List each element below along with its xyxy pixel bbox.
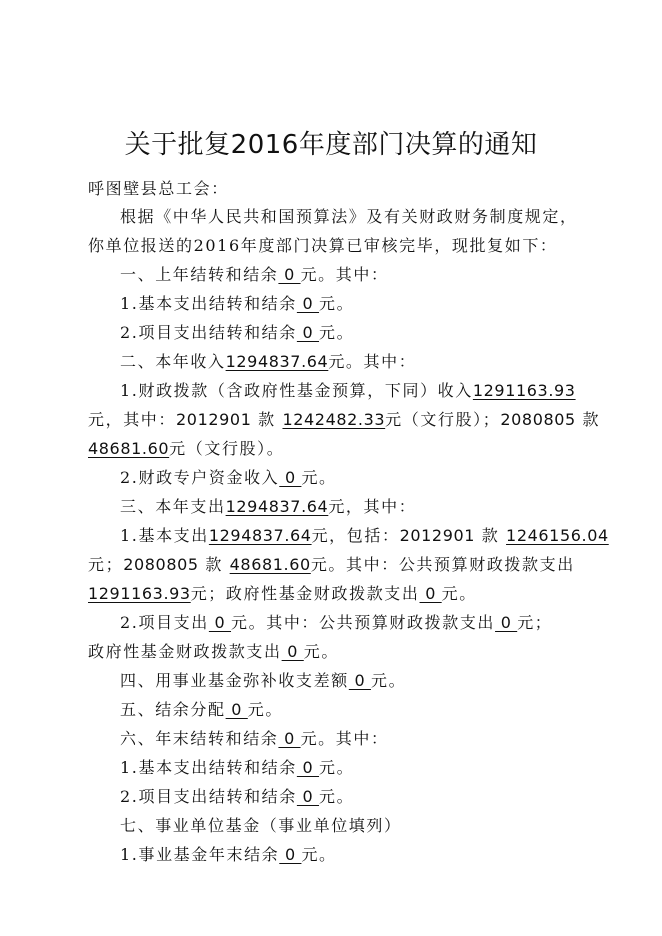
item-value: 1294837.64 bbox=[208, 526, 312, 545]
item-text: 元；政府性基金财政拨款支出 bbox=[190, 584, 420, 603]
section-3-label: 三、本年支出 bbox=[120, 497, 226, 516]
intro-line-1 bbox=[120, 206, 662, 228]
item-code: 2080805 bbox=[123, 555, 199, 574]
section-4 bbox=[120, 670, 662, 692]
item-value: 0 bbox=[279, 468, 302, 487]
item-value: 1291163.93 bbox=[88, 584, 191, 603]
section-2-item-2 bbox=[120, 467, 662, 489]
recipient: 呼图壁县总工会： bbox=[88, 179, 229, 198]
item-value: 0 bbox=[296, 294, 320, 313]
item-label: 1.基本支出结转和结余 bbox=[120, 294, 297, 313]
item-value: 0 bbox=[279, 845, 302, 864]
item-label: 1.事业基金年末结余 bbox=[120, 845, 280, 864]
section-2-item-1-cont-2 bbox=[88, 438, 662, 460]
item-value: 1242482.33 bbox=[282, 410, 386, 429]
item-code: 2012901 bbox=[176, 410, 252, 429]
item-suffix: 元。 bbox=[319, 294, 355, 313]
item-value: 0 bbox=[296, 323, 320, 342]
section-2-suffix: 元。其中： bbox=[328, 352, 417, 371]
section-3-suffix: 元，其中： bbox=[328, 497, 417, 516]
section-6-suffix: 元。其中： bbox=[300, 729, 389, 748]
item-value: 1246156.04 bbox=[506, 526, 609, 545]
item-code: 2012901 bbox=[399, 526, 476, 545]
item-suffix: 元。 bbox=[319, 787, 355, 806]
item-value: 1291163.93 bbox=[472, 381, 576, 400]
section-3-item-1 bbox=[120, 525, 662, 547]
section-4-value: 0 bbox=[348, 671, 371, 690]
item-label: 2.项目支出 bbox=[120, 613, 209, 632]
item-value: 48681.60 bbox=[229, 555, 311, 574]
item-label: 2.项目支出结转和结余 bbox=[120, 323, 297, 342]
item-text: 款 bbox=[582, 410, 601, 429]
section-2-item-1 bbox=[120, 380, 662, 402]
section-6-item-2 bbox=[120, 786, 662, 808]
item-text: 元。其中：公共预算财政拨款支出 bbox=[310, 555, 575, 574]
item-text: 元。其中：公共预算财政拨款支出 bbox=[231, 613, 496, 632]
section-1-item-1 bbox=[120, 293, 662, 315]
section-3-item-2 bbox=[120, 612, 662, 634]
section-5-label: 五、结余分配 bbox=[120, 700, 226, 719]
item-suffix: 元； bbox=[517, 613, 553, 632]
item-value: 0 bbox=[281, 642, 304, 661]
item-value: 0 bbox=[296, 787, 320, 806]
recipient-line bbox=[88, 178, 662, 200]
section-3-item-1-cont bbox=[88, 554, 662, 576]
item-value: 48681.60 bbox=[88, 439, 170, 458]
item-text: 款 bbox=[205, 555, 223, 574]
section-3-value: 1294837.64 bbox=[225, 497, 329, 516]
section-6-label: 六、年末结转和结余 bbox=[120, 729, 279, 748]
section-7 bbox=[120, 815, 662, 837]
item-suffix: 元。 bbox=[301, 468, 337, 487]
item-text: 款 bbox=[258, 410, 276, 429]
item-text: 政府性基金财政拨款支出 bbox=[88, 642, 282, 661]
section-4-suffix: 元。 bbox=[370, 671, 407, 690]
item-text: 款 bbox=[481, 526, 500, 545]
section-5-value: 0 bbox=[225, 700, 248, 719]
item-suffix: 元。 bbox=[319, 758, 355, 777]
document-title: 关于批复2016年度部门决算的通知 bbox=[124, 130, 538, 160]
intro-text-1: 根据《中华人民共和国预算法》及有关财政财务制度规定， bbox=[120, 207, 578, 226]
section-5 bbox=[120, 699, 662, 721]
item-value: 0 bbox=[208, 613, 232, 632]
item-value: 0 bbox=[296, 758, 320, 777]
section-1-value: 0 bbox=[278, 265, 301, 284]
section-5-suffix: 元。 bbox=[247, 700, 283, 719]
section-4-label: 四、用事业基金弥补收支差额 bbox=[120, 671, 349, 690]
section-6-item-1 bbox=[120, 757, 662, 779]
section-1-label: 一、上年结转和结余 bbox=[120, 265, 279, 284]
section-2-label: 二、本年收入 bbox=[120, 352, 226, 371]
item-suffix: 元。 bbox=[303, 642, 339, 661]
section-3-item-2-cont bbox=[88, 641, 662, 663]
item-text: 元（文行股）。 bbox=[169, 439, 285, 458]
section-1-item-2 bbox=[120, 322, 662, 344]
item-label: 2.项目支出结转和结余 bbox=[120, 787, 297, 806]
item-label: 1.基本支出结转和结余 bbox=[120, 758, 297, 777]
section-2 bbox=[120, 351, 662, 373]
intro-text-2: 你单位报送的2016年度部门决算已审核完毕，现批复如下： bbox=[88, 236, 558, 255]
item-label: 1.基本支出 bbox=[120, 526, 209, 545]
item-text: 元（文行股）； bbox=[385, 410, 501, 429]
section-2-item-1-cont bbox=[88, 409, 662, 431]
intro-line-2 bbox=[88, 235, 662, 257]
item-code: 2080805 bbox=[500, 410, 576, 429]
section-2-value: 1294837.64 bbox=[225, 352, 329, 371]
item-value: 0 bbox=[419, 584, 442, 603]
item-suffix: 元。 bbox=[301, 845, 337, 864]
item-label: 2.财政专户资金收入 bbox=[120, 468, 280, 487]
section-7-item-1 bbox=[120, 844, 662, 866]
item-suffix: 元。 bbox=[441, 584, 477, 603]
section-1 bbox=[120, 264, 662, 286]
item-text: 元，包括： bbox=[311, 526, 400, 545]
section-6 bbox=[120, 728, 662, 750]
section-7-label: 七、事业单位基金（事业单位填列） bbox=[120, 816, 402, 835]
section-3-item-1-cont-2 bbox=[88, 583, 662, 605]
item-text: 元； bbox=[88, 555, 124, 574]
section-1-suffix: 元。其中： bbox=[300, 265, 389, 284]
item-text: 元，其中： bbox=[88, 410, 177, 429]
item-suffix: 元。 bbox=[319, 323, 355, 342]
section-6-value: 0 bbox=[278, 729, 301, 748]
item-label: 1.财政拨款（含政府性基金预算，下同）收入 bbox=[120, 381, 473, 400]
section-3 bbox=[120, 496, 662, 518]
item-value: 0 bbox=[495, 613, 518, 632]
